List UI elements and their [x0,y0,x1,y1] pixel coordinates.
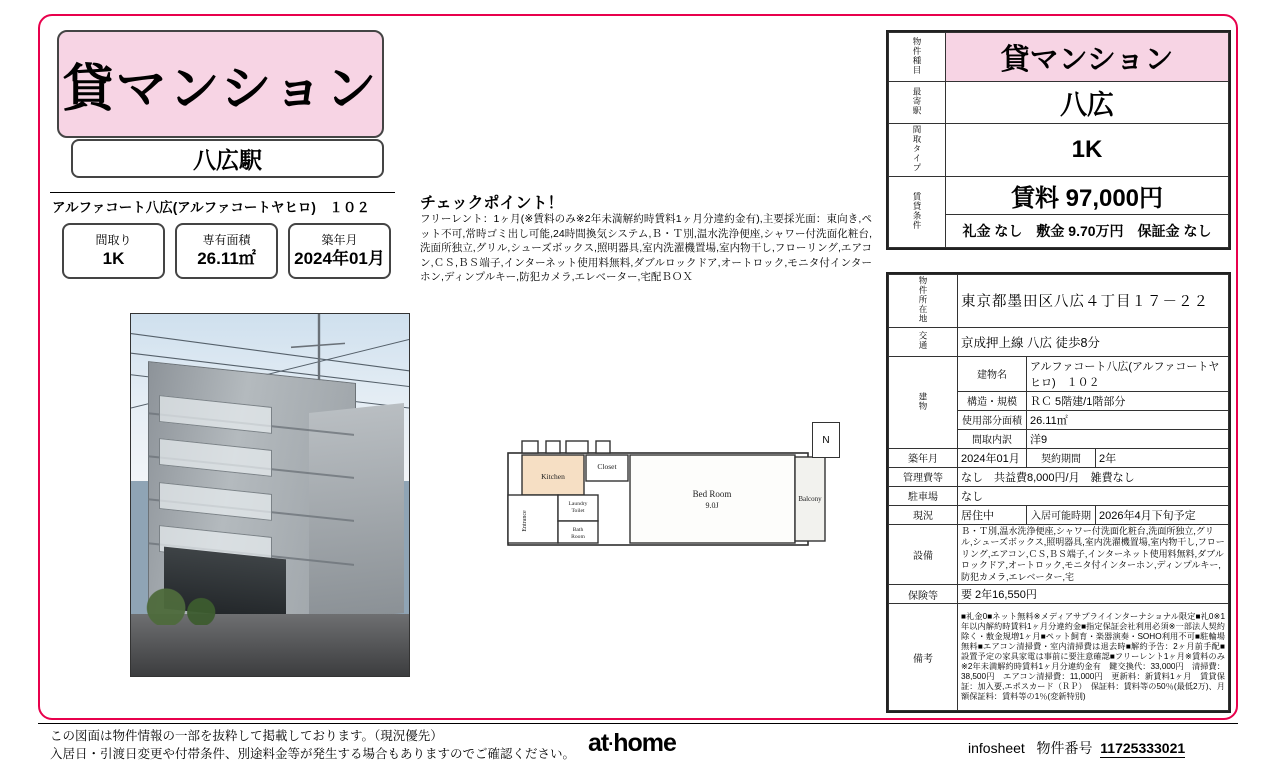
athome-logo [588,729,676,758]
athome-logo-at: at [588,729,609,757]
label-structure: 構造・規模 [958,391,1027,410]
label-available-date: 入居可能時期 [1027,505,1096,524]
value-terms: 礼金 なし 敷金 9.70万円 保証金 なし [946,214,1229,247]
floor-plan [460,405,870,590]
spec-area [175,223,278,279]
row-label-address: 物件所在地 [889,275,958,328]
value-layout-detail: 洋9 [1027,429,1229,448]
value-status: 居住中 [958,505,1027,524]
value-area: 26.11㎡ [1027,410,1229,429]
room-label-bedroom: Bed Room [692,489,732,499]
infosheet-label: infosheet [968,740,1025,756]
property-type-label: 貸マンション [62,60,379,117]
floor-plan-drawing [460,405,870,590]
value-address: 東京都墨田区八広４丁目１７－２２ [958,275,1229,328]
property-detail-table [886,272,1231,713]
label-layout-detail: 間取内訳 [958,429,1027,448]
spec-area-label: 専有面積 [202,232,251,247]
footer-infosheet [968,738,1185,758]
building-photo [130,313,410,677]
label-parking: 駐車場 [889,486,958,505]
spec-layout [62,223,165,279]
room-label-bath: Bath [572,527,584,533]
footer-disclaimer-line1: この図面は物件情報の一部を抜粋して掲載しております。（現況優先） [50,729,443,743]
station-title-box [71,139,384,178]
property-no-value: 11725333021 [1100,740,1186,756]
room-label-kitchen: Kitchen [541,472,565,481]
row-label-building: 建物 [889,356,958,448]
room-label-closet: Closet [597,462,617,471]
row-label-rent-terms: 賃貸条件 [889,176,946,247]
value-building-name: アルファコート八広(アルファコートヤヒロ) １０２ [1027,356,1229,391]
value-equipment: Ｂ・Ｔ別,温水洗浄便座,シャワー付洗面化粧台,洗面所独立,グリル,シューズボックス,照明器具,室内洗濯機置場,室内物干し,フローリング,エアコン,ＣＳ,ＢＳ端子,インターネット使用料無料,ダブルロックドア,オートロック,モニタ付インターホン,ディンプルキー,防犯カメラ,エレベーター,宅 [958,524,1229,585]
value-insurance: 要 2年16,550円 [958,585,1229,604]
label-area: 使用部分面積 [958,410,1027,429]
property-no-label: 物件番号 [1036,740,1093,756]
row-label-access: 交通 [889,327,958,356]
checkpoint-title: チェックポイント！ [420,195,564,212]
value-property-type: 貸マンション [946,33,1229,82]
athome-logo-dot: · [608,733,614,754]
footer-divider [38,723,1238,724]
checkpoint-text: フリーレント：1ヶ月(※賃料のみ※2年未満解約時賃料1ヶ月分違約金有),主要採光面：東向き,ペット不可,常時ゴミ出し可能,24時間換気システム,Ｂ・Ｔ別,温水洗浄便座,シャワー付洗面化粧台,洗面所独立,グリル,シューズボックス,照明器具,室内洗濯機置場,室内物干し,フローリング,エアコン,ＣＳ,ＢＳ端子,インターネット使用料無料,ダブルロックドア,オートロック,モニタ付インターホン,ディンプルキー,防犯カメラ,エレベーター,宅配ＢＯＸ [420,213,872,283]
label-management-fee: 管理費等 [889,467,958,486]
value-remarks: ■礼金0■ネット無料※メディアサプライインターナショナル限定■礼0※1年以内解約時賃料1ヶ月分違約金■指定保証会社利用必須※一部法人契約除く・敷金規増1ヶ月■ペット飼育・楽器演奏・SOHO利用不可■駐輪場無料■エアコン清掃費・室内清掃費は退去時■解約予告：2ヶ月前手配■設置予定の家具家電は事前に要注意確認■フリーレント1ヶ月※賃料のみ※2年未満解約時賃料1ヶ月分違約金有 鍵交換代：33,000円 清掃費：38,500円 エアコン清掃費：11,000円 更新料：新賃料1ヶ月 賃貸保証：加入要,エポスカード（ＲＰ） 保証料：賃料等の50％(最低2万)、月額保証料：賃料等の1％(変新特別) [958,604,1229,711]
station-label: 八広駅 [193,147,262,173]
compass-icon [812,422,840,458]
spec-built [288,223,391,279]
value-access: 京成押上線 八広 徒歩8分 [958,327,1229,356]
label-status: 現況 [889,505,958,524]
compass-label: N [822,434,830,446]
value-parking: なし [958,486,1229,505]
room-label-balcony: Balcony [798,495,822,503]
value-rent: 賃料 97,000円 [946,176,1229,214]
value-built: 2024年01月 [958,448,1027,467]
room-label-entrance: Entrance [522,510,528,532]
row-label-station: 最寄駅 [889,82,946,124]
spec-layout-value: 1K [102,248,125,268]
label-contract-period: 契約期間 [1027,448,1096,467]
value-layout: 1K [946,124,1229,177]
room-label-bath2: Room [571,534,585,540]
room-label-bedroom-size: 9.0J [705,501,719,510]
divider [50,192,395,193]
label-built: 築年月 [889,448,958,467]
spec-area-value: 26.11㎡ [197,248,256,268]
room-label-toilet: Toilet [571,508,585,514]
label-building-name: 建物名 [958,356,1027,391]
footer-disclaimer-line2: 入居日・引渡日変更や付帯条件、別途料金等が発生する場合もありますのでご確認ください。 [50,747,576,761]
row-label-type: 物件種目 [889,33,946,82]
building-name: アルファコート八広(アルファコートヤヒロ) １０２ [52,200,370,215]
label-insurance: 保険等 [889,585,958,604]
label-remarks: 備考 [889,604,958,711]
photo-plants [131,582,248,625]
room-label-laundry: Laundry [568,501,588,507]
photo-building-side [309,403,404,623]
footer-disclaimer [50,727,610,763]
value-structure: ＲＣ 5階建/1階部分 [1027,391,1229,410]
spec-built-value: 2024年01月 [294,248,385,268]
athome-logo-home: home [613,729,676,757]
row-label-layout: 間取タイプ [889,124,946,177]
spec-row [62,223,402,279]
spec-layout-label: 間取り [95,232,132,247]
property-info-table [886,30,1231,250]
value-contract-period: 2年 [1096,448,1229,467]
value-station: 八広 [946,82,1229,124]
label-equipment: 設備 [889,524,958,585]
spec-built-label: 築年月 [321,232,358,247]
value-available-date: 2026年4月下旬予定 [1096,505,1229,524]
property-type-title [57,30,384,138]
value-management-fee: なし 共益費8,000円/月 雑費なし [958,467,1229,486]
